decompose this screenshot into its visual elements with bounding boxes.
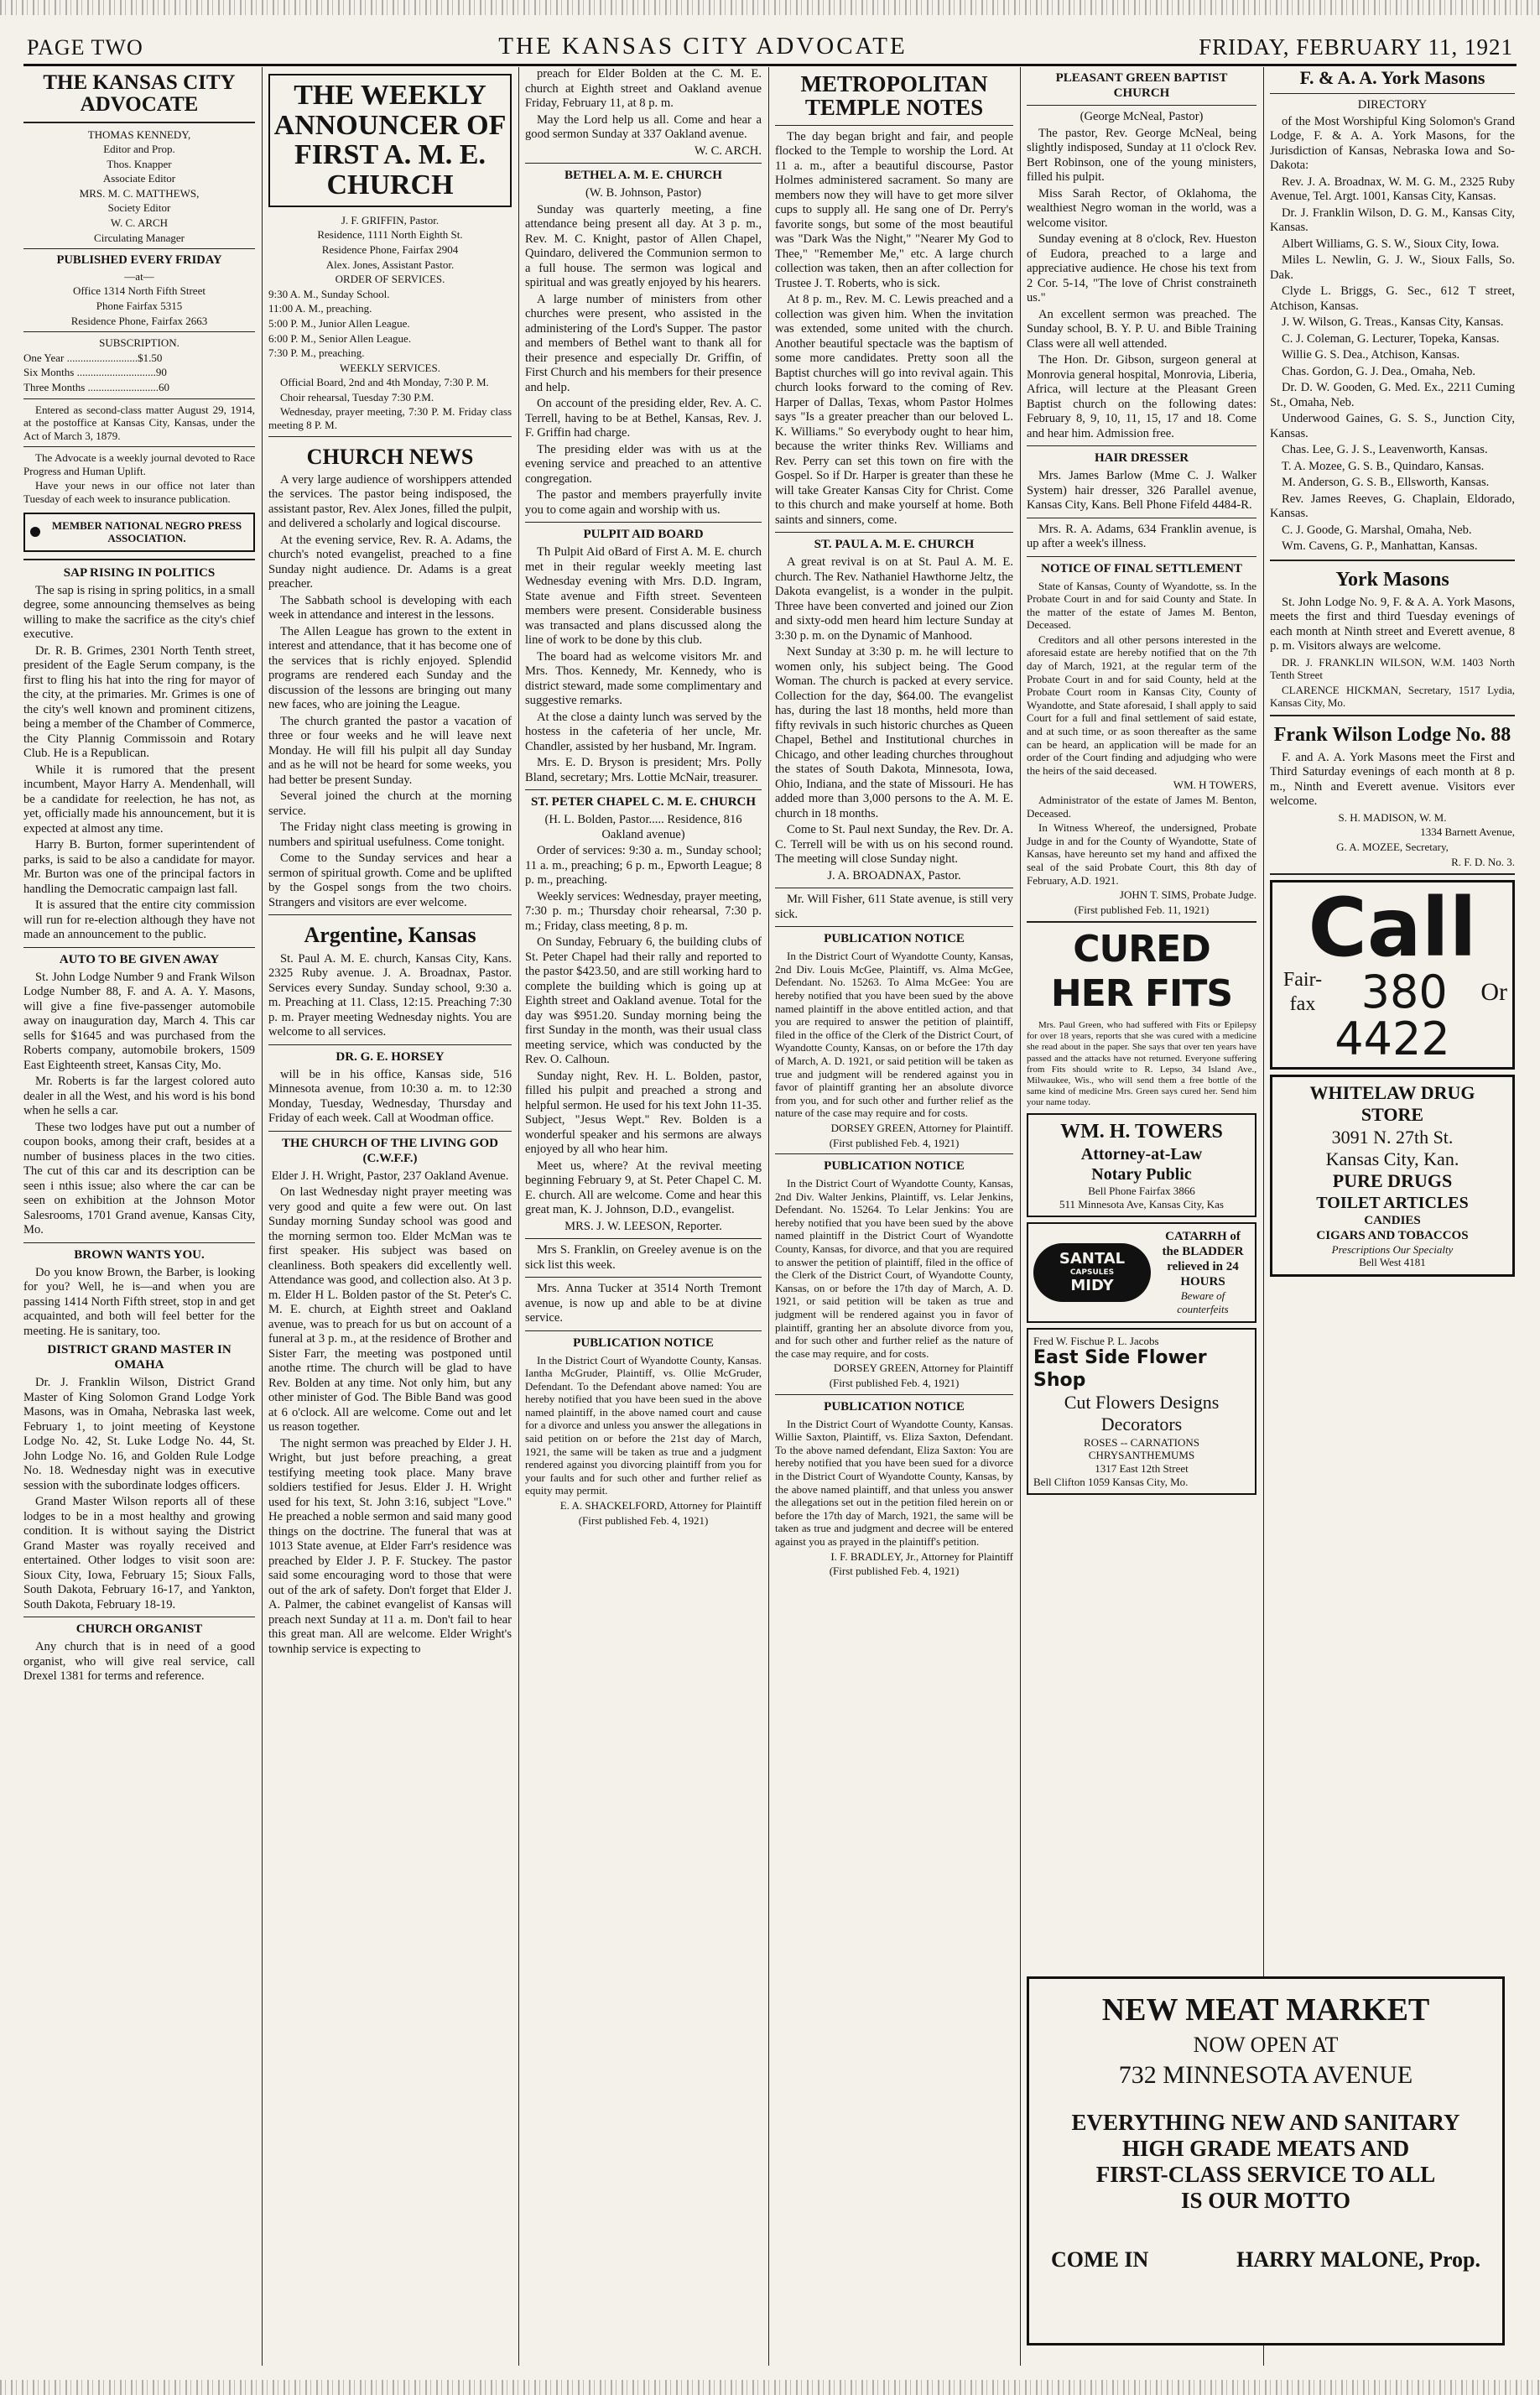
paragraph: The day began bright and fair, and people flocked to the Temple to worship the Lord. At 11 a. m., after a beautiful discourse, Pastor Holmes administered sacrament. So many are members now they will have to get more silver cups to supply all. He sang one of Dr. Perry's favorite songs, but some of the most beautiful was "Dark Was the Night," "Nearer My God to Thee," "Remember Me," etc. A large church collection was taken, then an after collection for Trustee J. T. Roberts, who is sick. — [775, 129, 1013, 290]
paragraph: The pastor and members prayerfully invite you to come again and worship with us. — [525, 488, 762, 517]
article-title: SAP RISING IN POLITICS — [63, 565, 216, 580]
notice-title: PUBLICATION NOTICE — [573, 1335, 714, 1350]
column-rule — [768, 67, 769, 2366]
directory-entry: Clyde L. Briggs, G. Sec., 612 T street, Atchison, Kansas. — [1270, 284, 1515, 313]
notice-body: In the District Court of Wyandotte County, Kansas, 2nd Div. Louis McGee, Plaintiff, vs. Alma McGee, Defendant. No. 15263. To Alma McGee: You are hereby notified that you have been sued by the above named plaintiff in the above entitled action, and that you are required to answer the petition of plaintiff, filed in the office of the Clerk of the District Court, of Wyandotte County, Kansas, on or before the 17th day of March, A. D. 1921, or said petition will be taken as true and judgment will be rendered against you in favor of plaintiff granting her an absolute divorce from you, and for such other and further relief as the nature of the case may require and for costs. — [775, 950, 1013, 1120]
news-deadline: Have your news in our office not later than Tuesday of each week to insurance publication. — [23, 479, 255, 506]
page-number: PAGE TWO — [27, 35, 143, 60]
paragraph: Next Sunday at 3:30 p. m. he will lecture to women only, his subject being. The Good Woman. The church is packed at every service. Collection for the day, $64.00. The evangelist has, during the last 18 months, held more than fifty revivals in such historic churches as Queen Chapel, Bethel and Institutional churches in Chicago, and other leading churches throughout the states of South Dakota, Minnesota, Iowa, Ohio, Indiana, and the state of Missouri. He has added more than 3,000 persons to the A. M. E. church in 18 months. — [775, 645, 1013, 820]
header-line: ORDER OF SERVICES. — [335, 273, 445, 286]
paragraph: Sunday night, Rev. H. L. Bolden, pastor, filled his pulpit and preached a strong and helpful sermon. He used for his text John 11-35. Subject, "Jesus Wept." Rev. Bolden is a wonderful speaker and his sermons are always enjoyed by all who hear him. — [525, 1069, 762, 1156]
paragraph: Order of services: 9:30 a. m., Sunday school; 11 a. m., preaching; 6 p. m., Epworth League; 8 p. m., preaching. — [525, 844, 762, 887]
meat-line: FIRST-CLASS SERVICE TO ALL — [1095, 2162, 1436, 2187]
staff-line: MRS. M. C. MATTHEWS, — [79, 186, 200, 200]
paragraph: Do you know Brown, the Barber, is looking for you? Well, he is—and when you are passing 1414 North Fifth street, stop in and get acquainted, and both will feel better for the meeting. He is sanitary, too. — [23, 1265, 255, 1338]
section-title: York Masons — [1335, 568, 1449, 591]
call-ad — [1270, 880, 1515, 1070]
directory-entry: T. A. Mozee, G. S. B., Quindaro, Kansas. — [1282, 459, 1485, 473]
article-subtitle: (W. B. Johnson, Pastor) — [585, 186, 702, 200]
divider — [775, 926, 1013, 927]
notice-signature: WM. H TOWERS, — [1173, 778, 1256, 792]
divider — [525, 1330, 762, 1331]
announcer-title: THE WEEKLY ANNOUNCER OF FIRST A. M. E. CHURCH — [273, 80, 507, 201]
call-exchange: Fair-fax — [1282, 969, 1323, 1016]
notice-published: (First published Feb. 4, 1921) — [829, 1565, 960, 1578]
paragraph: May the Lord help us all. Come and hear a good sermon Sunday at 337 Oakland avenue. — [525, 112, 762, 141]
signature: S. H. MADISON, W. M. — [1338, 810, 1447, 824]
notice-body: In the District Court of Wyandotte County, Kansas. Willie Saxton, Plaintiff, vs. Eliza Saxton, Defendant. To the above named defendant, Eliza Saxton: You are hereby notified that you have been sued for a divorce in the District Court of Wyandotte County, Kansas, by the above named plaintiff, and that unless you answer the allegations set out in the petition filed herein on or before the 17th day of March, 1921, the same will be taken as true and judgment and decree will be entered against you as prayed in the plaintiff's petition. — [775, 1417, 1013, 1548]
notice-body: Administrator of the estate of James M. Benton, Deceased. — [1027, 794, 1256, 820]
signature: J. A. BROADNAX, Pastor. — [827, 868, 961, 883]
column-rule — [1020, 67, 1021, 2366]
paragraph: Miss Sarah Rector, of Oklahoma, the wealthiest Negro woman in the world, was a welcome visitor. — [1027, 186, 1256, 230]
staff-line: Associate Editor — [102, 172, 176, 185]
notice-body: State of Kansas, County of Wyandotte, ss. In the Probate Court in and for said County and State. In the matter of the estate of James M. Benton, Deceased. — [1027, 579, 1256, 632]
drug-line: TOILET ARTICLES — [1316, 1193, 1469, 1212]
santal-text: CATARRH of the BLADDER relieved in 24 HOURS — [1162, 1230, 1244, 1289]
divider — [268, 1131, 512, 1132]
directory-entry: Underwood Gaines, G. S. S., Junction City, Kansas. — [1270, 412, 1515, 440]
column-2 — [268, 67, 512, 2366]
call-or: Or — [1480, 978, 1507, 1007]
directory-entry: Wm. Cavens, G. P., Manhattan, Kansas. — [1282, 539, 1478, 554]
issue-date: FRIDAY, FEBRUARY 11, 1921 — [1199, 34, 1513, 60]
meat-line: EVERYTHING NEW AND SANITARY — [1071, 2110, 1460, 2135]
paragraph: Come to St. Paul next Sunday, the Rev. Dr. A. C. Terrell will be with us on his second round. The meeting will close Sunday night. — [775, 823, 1013, 867]
header-line: Residence, 1111 North Eighth St. — [317, 228, 463, 242]
column-1 — [23, 67, 255, 2366]
office-phone: Phone Fairfax 5315 — [96, 299, 183, 312]
divider — [525, 1277, 762, 1278]
flower-line: Cut Flowers Designs — [1064, 1391, 1220, 1413]
entered-notice: Entered as second-class matter August 29, 1914, at the postoffice at Kansas City, Kansas, under the Act of March 3, 1879. — [23, 403, 255, 442]
flower-shop-ad — [1027, 1328, 1256, 1496]
directory-entry: Dr. J. Franklin Wilson, D. G. M., Kansas City, Kansas. — [1270, 206, 1515, 235]
divider — [23, 331, 255, 332]
section-title: CHURCH NEWS — [306, 444, 474, 469]
paragraph: Mr. Roberts is far the largest colored auto dealer in all the West, and his word is his bond when he sells a car. — [23, 1075, 255, 1118]
paragraph: The pastor, Rev. George McNeal, being slightly indisposed, Sunday at 11 o'clock Rev. Bert Robinson, one of the young ministers, filled his pulpit. — [1027, 126, 1256, 184]
paragraph: The board had as welcome visitors Mr. and Mrs. Thos. Kennedy, Mr. Kennedy, who is district steward, made some complimentary and suggestive remarks. — [525, 649, 762, 707]
paragraph: Th Pulpit Aid oBard of First A. M. E. church met in their regular weekly meeting last Wednesday evening with Mrs. D.D. Ingram, State avenue and Fifth street. Seventeen members were present. Considerable business was transacted and plans discussed along the line of work to be done by this club. — [525, 545, 762, 647]
paragraph: F. and A. A. York Masons meet the First and Third Saturday evenings of each month at 8 p. m., Ninth and Everett avenue. Visitors ever welcome. — [1270, 750, 1515, 809]
header-line: 5:00 P. M., Junior Allen League. — [268, 316, 410, 330]
paragraph: Meet us, where? At the revival meeting beginning February 9, at St. Peter Chapel C. M. E. church. All are welcome. Come and hear this great man, K. J. Johnson, D.D., evangelist. — [525, 1158, 762, 1216]
bullet-icon — [30, 527, 40, 537]
staff-line: THOMAS KENNEDY, — [87, 128, 191, 141]
article-title: BROWN WANTS YOU. — [74, 1247, 205, 1262]
subscription-row: Three Months ..........................60 — [23, 380, 170, 393]
paragraph: At the evening service, Rev. R. A. Adams, the church's noted evangelist, preached to a fine Sunday night audience. Dr. Adams is a great preacher. — [268, 533, 512, 591]
section-title: Frank Wilson Lodge No. 88 — [1273, 724, 1511, 747]
meat-market-ad — [1027, 1976, 1505, 2346]
divider — [23, 559, 255, 560]
call-word: Call — [1308, 881, 1477, 976]
column-4 — [775, 67, 1013, 2366]
meat-address: 732 MINNESOTA AVENUE — [1118, 2061, 1413, 2089]
notice-body: In the District Court of Wyandotte County, Kansas, 2nd Div. Walter Jenkins, Plaintiff, vs. Lelar Jenkins, Defendant. No. 15264. To Lelar Jenkins: You are hereby notified that you have been sued by the above named plaintiff in the District Court of Wyandotte County, Kansas, for divorce, and that you are required to answer the petition of plaintiff, filed in the office of the Clerk of the District Court, of Wyandotte County, Kansas, on or before the 17th day of March, A. D. 1921, or said petition will be taken as true and judgment will be rendered against you in favor of plaintiff, granting her an absolute divorce from you, and for such other and further relief as the nature of the case may require, and for costs. — [775, 1177, 1013, 1360]
drug-city: Kansas City, Kan. — [1325, 1148, 1459, 1169]
divider — [775, 1394, 1013, 1395]
directory-entry: Rev. James Reeves, G. Chaplain, Eldorado, Kansas. — [1270, 492, 1515, 521]
staff-line: Thos. Knapper — [107, 157, 172, 170]
directory-intro: of the Most Worshipful King Solomon's Grand Lodge, F. & A. A. York Masons, for the Jurisdiction of Kansas, Nebraska Iowa and So-Dakota: — [1270, 114, 1515, 173]
paragraph: Grand Master Wilson reports all of these lodges to be in a most healthy and growing condition. It is without saying the District Grand Master was royally received and entertained. Other lodges to visit soon are: Sioux City, Iowa, February 15; Sioux Falls, South Dakota, February 16-17, and Yankton, South Dakota, February 18-19. — [23, 1495, 255, 1611]
paragraph: The presiding elder was with us at the evening service and preached to an attentive congregation. — [525, 442, 762, 486]
flower-line: Decorators — [1100, 1414, 1183, 1435]
article-title: AUTO TO BE GIVEN AWAY — [59, 952, 220, 966]
divider — [1270, 560, 1515, 561]
notice-title: NOTICE OF FINAL SETTLEMENT — [1041, 561, 1242, 575]
cured-ad-text: Mrs. Paul Green, who had suffered with Fits or Epilepsy for over 18 years, reports that she was cured with a medicine she read about in the paper. She says that over ten years have passed and the attacks have not returned. Everyone suffering from Fits should write to R. Lepso, 34 Island Ave., Milwaukee, Wis., who will send them a free bottle of the same kind of medicine Mrs. Green says cured her. Send him your name today. — [1027, 1019, 1256, 1108]
notice-body: Creditors and all other persons interested in the aforesaid estate are hereby notified that on the 7th day of March, 1921, at the regular term of the Probate Court in and for said County, held at the Probate Court room in Kansas City, County of Wyandotte, and State aforesaid, I shall apply to said Court for a full and final settlement of said estate, and at such time, or as soon thereafter as the same can be heard, an application will be made for an order of the Court finding and adjudging who were the heirs of the said deceased. — [1027, 633, 1256, 777]
towers-name: WM. H. TOWERS — [1060, 1121, 1223, 1143]
divider — [1027, 105, 1256, 106]
divider — [1027, 445, 1256, 446]
paragraph: Mrs S. Franklin, on Greeley avenue is on the sick list this week. — [525, 1243, 762, 1272]
notice-signature: E. A. SHACKELFORD, Attorney for Plaintiff — [559, 1499, 762, 1512]
paragraph: While it is rumored that the present incumbent, Mayor Harry A. Mendenhall, will be a candidate for reelection, he has not, as yet, officially made his announcement, but it is expected at almost any time. — [23, 763, 255, 836]
drug-line: Prescriptions Our Specialty — [1331, 1242, 1454, 1256]
notice-signature: I. F. BRADLEY, Jr., Attorney for Plaintiff — [830, 1549, 1013, 1563]
paragraph: Weekly services: Wednesday, prayer meeting, 7:30 p. m.; Thursday choir rehearsal, 7:30 p. m.; Friday, class meeting, 8 p. m. — [525, 889, 762, 933]
flower-line: CHRYSANTHEMUMS — [1088, 1449, 1195, 1462]
paragraph: Dr. J. Franklin Wilson, District Grand Master of King Solomon Grand Lodge York Masons, was in Omaha, Nebraska last week, February 1, to joint meeting of Keystone Lodge No. 42, St. Luke Lodge No. 44, St. John Lodge No. 16, and Golden Rule Lodge No. 18. Wednesday night was in executive session with the subordinate lodges officers. — [23, 1376, 255, 1492]
divider — [23, 1242, 255, 1243]
paragraph: An excellent sermon was preached. The Sunday school, B. Y. P. U. and Bible Training Class were all well attended. — [1027, 307, 1256, 351]
towers-address: 511 Minnesota Ave, Kansas City, Kas — [1059, 1197, 1224, 1211]
meat-proprietor: HARRY MALONE, Prop. — [1236, 2247, 1480, 2272]
office-address: Office 1314 North Fifth Street — [73, 284, 206, 298]
call-number: 380 — [1361, 966, 1448, 1019]
drug-title: WHITELAW DRUG STORE — [1309, 1081, 1475, 1126]
drug-address: 3091 N. 27th St. — [1331, 1126, 1454, 1148]
divider — [268, 1044, 512, 1045]
staff-line: Circulating Manager — [94, 231, 185, 244]
article-subtitle: (H. L. Bolden, Pastor..... Residence, 816 Oakland avenue) — [544, 813, 742, 841]
paragraph: St. John Lodge Number 9 and Frank Wilson Lodge Number 88, F. and A. A. Y. Masons, will give a fine five-passenger automobile away on inauguration day, March 4. This car sells for $1645 and was purchased from the Roberts company, automobile brokers, 1509 East Eighteenth street, Kansas City, Mo. — [23, 970, 255, 1072]
article-title: DISTRICT GRAND MASTER IN OMAHA — [47, 1343, 232, 1372]
flower-line: ROSES -- CARNATIONS — [1084, 1435, 1199, 1449]
flower-phone: Bell Clifton 1059 Kansas City, Mo. — [1033, 1475, 1189, 1488]
signature: MRS. J. W. LEESON, Reporter. — [564, 1219, 722, 1233]
divider — [775, 1153, 1013, 1154]
header-line: Official Board, 2nd and 4th Monday, 7:30 P. M. — [280, 376, 489, 389]
directory-entry: Miles L. Newlin, G. J. W., Sioux Falls, So. Dak. — [1270, 253, 1515, 282]
article-subtitle: Elder J. H. Wright, Pastor, 237 Oakland Avenue. — [271, 1169, 509, 1183]
divider — [525, 163, 762, 164]
header-line: Alex. Jones, Assistant Pastor. — [325, 258, 455, 271]
cured-ad-title: CURED HER FITS — [1050, 928, 1233, 1016]
newspaper-page — [23, 18, 1517, 2367]
header-line: WEEKLY SERVICES. — [340, 361, 440, 374]
article-title: PULPIT AID BOARD — [583, 528, 704, 541]
paragraph: The Allen League has grown to the extent in interest and attendance, that it has become one of the services that is richly enjoyed. Splendid programs are rendered each Sunday and the discussion of the lessons are bringing out many new faces, who are joining the League. — [268, 624, 512, 712]
meat-line: IS OUR MOTTO — [1180, 2188, 1351, 2213]
divider — [1270, 873, 1515, 875]
header-line: Choir rehearsal, Tuesday 7:30 P.M. — [280, 390, 434, 404]
paragraph: Come to the Sunday services and hear a sermon of spiritual growth. Come and be uplifted by the Gospel songs from the two choirs. Strangers and visitors are ever welcome. — [268, 851, 512, 909]
notice-published: (First published Feb. 4, 1921) — [578, 1513, 709, 1527]
paper-name: THE KANSAS CITY ADVOCATE — [498, 33, 908, 60]
divider — [1027, 921, 1256, 923]
paragraph: The sap is rising in spring politics, in a small degree, some announcing themselves as being willing to make the sacrifice as the city's chief executive. — [23, 583, 255, 642]
paragraph: A very large audience of worshippers attended the services. The pastor being indisposed, the assistant pastor, Rev. Alex Jones, filled the pulpit, and delivered a scholarly and logical discourse. — [268, 472, 512, 531]
article-title: CHURCH ORGANIST — [75, 1622, 203, 1637]
directory-entry: Willie G. S. Dea., Atchison, Kansas. — [1282, 348, 1460, 362]
towers-phone: Bell Phone Fairfax 3866 — [1088, 1184, 1195, 1198]
header-line: Residence Phone, Fairfax 2904 — [321, 242, 459, 256]
signature: R. F. D. No. 3. — [1451, 855, 1515, 868]
paragraph: Dr. R. B. Grimes, 2301 North Tenth street, president of the Eagle Serum company, is the first to fling his hat into the ring for mayor of the city, at the primaries. Mr. Grimes is one of the city's well known and prominent citizens, being a member of the Chamber of Commerce, the City Plannig Commissoin and Rotary Club. He is a Republican. — [23, 643, 255, 761]
advocate-mission: The Advocate is a weekly journal devoted to Race Progress and Human Uplift. — [23, 451, 255, 477]
paragraph: Mrs. E. D. Bryson is president; Mrs. Polly Bland, secretary; Mrs. Lottie McNair, treasurer. — [525, 756, 762, 784]
flower-address: 1317 East 12th Street — [1095, 1461, 1189, 1475]
signature: G. A. MOZEE, Secretary, — [1336, 841, 1449, 854]
paragraph: St. Paul A. M. E. church, Kansas City, Kans. 2325 Ruby avenue. J. A. Broadnax, Pastor. Services every Sunday. Sunday school, 9:30 a. m. Preaching at 11. Class, 12:15. Preaching 7:30 p. m. Prayer meeting Wednesday nights. You are welcome to all services. — [268, 951, 512, 1039]
santal-beware: Beware of counterfeits — [1177, 1289, 1229, 1316]
divider — [1027, 556, 1256, 557]
header-line: J. F. GRIFFIN, Pastor. — [341, 213, 440, 226]
member-text: MEMBER NATIONAL NEGRO PRESS ASSOCIATION. — [51, 518, 242, 545]
paragraph: At 8 p. m., Rev. M. C. Lewis preached and a collection was given him. When the invitation was extended, some united with the church. Another beautiful spectacle was the baptism of some more candidates. Pretty soon all the Baptist churches will go into revival again. This church looks forward to the coming of Rev. Harper of Dallas, Texas, whom Pastor Holmes says "Is a greater preacher than our beloved L. K. Williams." So everybody ought to hear him, because the writer thinks Rev. Williams and Rev. Perry can set this town on fire with the Gospel. So if Dr. Harper is greater than these he will take Greater Kansas City for Christ. Come to this church and make yourself at home. Both saints and sinners, come. — [775, 293, 1013, 527]
paragraph: Sunday was quarterly meeting, a fine attendance being present all day. At 3 p. m., Rev. M. C. Knight, pastor of Allen Chapel, Quindaro, delivered the Communion sermon to a full house. The sermon was logical and spiritual and was greatly enjoyed by his hearers. — [525, 202, 762, 289]
divider — [525, 522, 762, 523]
signature: DR. J. FRANKLIN WILSON, W.M. 1403 North Tenth Street — [1270, 655, 1515, 682]
notice-title: PUBLICATION NOTICE — [824, 932, 965, 946]
divider — [268, 436, 512, 437]
towers-title: Attorney-at-Law — [1080, 1145, 1203, 1164]
notice-title: PUBLICATION NOTICE — [824, 1159, 965, 1174]
article-title: DR. G. E. HORSEY — [336, 1049, 445, 1064]
meat-open: NOW OPEN AT — [1193, 2033, 1339, 2057]
notice-published: (First published Feb. 11, 1921) — [1074, 903, 1210, 916]
meat-come-in: COME IN — [1051, 2247, 1149, 2272]
signature: CLARENCE HICKMAN, Secretary, 1517 Lydia, Kansas City, Mo. — [1270, 683, 1515, 710]
signature: W. C. ARCH. — [694, 143, 762, 158]
paragraph: Harry B. Burton, former superintendent of parks, is said to be also a candidate for mayor. Mr. Burton was one of the principal factors in handling the Democratic campaign last fall. — [23, 838, 255, 896]
drug-store-ad — [1270, 1075, 1515, 1277]
column-rule — [518, 67, 519, 2366]
drug-line: CIGARS AND TOBACCOS — [1316, 1228, 1469, 1242]
divider — [23, 398, 255, 399]
article-title: THE CHURCH OF THE LIVING GOD (C.W.F.F.) — [282, 1136, 498, 1165]
notice-title: PUBLICATION NOTICE — [824, 1399, 965, 1414]
santal-ad — [1027, 1222, 1256, 1322]
directory-entry: Rev. J. A. Broadnax, W. M. G. M., 2325 Ruby Avenue, Tel. Argt. 1001, Kansas City, Kansas. — [1270, 174, 1515, 204]
notice-published: (First published Feb. 4, 1921) — [829, 1377, 960, 1389]
header-line: 6:00 P. M., Senior Allen League. — [268, 331, 412, 345]
directory-entry: Chas. Gordon, G. J. Dea., Omaha, Neb. — [1282, 364, 1476, 378]
section-title: Argentine, Kansas — [304, 923, 476, 948]
announcer-box — [268, 74, 512, 207]
section-title: F. & A. A. York Masons — [1299, 67, 1485, 88]
drug-line: PURE DRUGS — [1332, 1170, 1453, 1192]
paragraph: On account of the presiding elder, Rev. A. C. Terrell, having to be at Bethel, Kansas, Rev. J. F. Griffin had charge. — [525, 397, 762, 440]
article-title: HAIR DRESSER — [1094, 451, 1189, 465]
paragraph: Mrs. R. A. Adams, 634 Franklin avenue, is up after a week's illness. — [1027, 522, 1256, 550]
call-number: 4422 — [1334, 1012, 1450, 1065]
published-at: —at— — [124, 269, 154, 283]
bottom-edge-texture — [0, 2380, 1540, 2395]
towers-ad — [1027, 1113, 1256, 1217]
santal-brand: SANTAL — [1059, 1250, 1126, 1268]
santal-capsule-icon — [1033, 1243, 1151, 1302]
directory-entry: C. J. Coleman, G. Lecturer, Topeka, Kansas. — [1282, 331, 1500, 346]
divider — [23, 446, 255, 447]
directory-entry: Chas. Lee, G. J. S., Leavenworth, Kansas. — [1282, 443, 1488, 457]
drug-line: CANDIES — [1364, 1213, 1421, 1227]
header-line: 11:00 A. M., preaching. — [268, 302, 372, 315]
article-subtitle: (George McNeal, Pastor) — [1080, 110, 1204, 123]
paragraph: Mrs. Anna Tucker at 3514 North Tremont avenue, is now up and able to be at divine service. — [525, 1282, 762, 1325]
directory-entry: C. J. Goode, G. Marshal, Omaha, Neb. — [1282, 523, 1472, 537]
paragraph: These two lodges have put out a number of coupon books, among their craft, besides at a number of business places in the two cities. The cut of this car and its description can be seen i nthis issue; also where the car can be seen on exhibition at the Johnson Motor Salesrooms, 1701 Grand avenue, Kansas City, Mo. — [23, 1120, 255, 1237]
paragraph: will be in his office, Kansas side, 516 Minnesota avenue, from 10:30 a. m. to 12:30 Monday, Tuesday, Wednesday, Thursday and Friday of each week. Call at Woodman office. — [268, 1067, 512, 1126]
divider — [775, 125, 1013, 126]
notice-published: (First published Feb. 4, 1921) — [829, 1136, 960, 1149]
divider — [268, 914, 512, 915]
published-line: PUBLISHED EVERY FRIDAY — [56, 253, 222, 268]
paragraph: It is assured that the entire city commission will run for re-election although they have not made an announcement to the public. — [23, 898, 255, 942]
masthead — [23, 18, 1517, 66]
subscription-title: SUBSCRIPTION. — [99, 336, 179, 350]
paragraph: Sunday evening at 8 o'clock, Rev. Hueston of Eudora, preached to a large and appreciative audience. He chose his text from 2 Cor. 5-14, "The love of Christ constraineth us." — [1027, 232, 1256, 305]
divider — [23, 122, 255, 123]
paragraph: preach for Elder Bolden at the C. M. E. church at Eighth street and Oakland avenue Friday, February 11, at 8 p. m. — [525, 67, 762, 110]
paragraph: Mr. Will Fisher, 611 State avenue, is still very sick. — [775, 893, 1013, 921]
paragraph: St. John Lodge No. 9, F. & A. A. York Masons, meets the first and third Tuesday evenings of each month at Ninth street and Everett avenue, 8 p. m. Visitors always are welcome. — [1270, 595, 1515, 653]
santal-midy: MIDY — [1070, 1277, 1114, 1295]
article-title: ST. PETER CHAPEL C. M. E. CHURCH — [530, 795, 757, 809]
residence-phone: Residence Phone, Fairfax 2663 — [70, 314, 208, 327]
article-title: PLEASANT GREEN BAPTIST CHURCH — [1055, 71, 1228, 100]
directory-title: DIRECTORY — [1357, 98, 1428, 112]
header-line: Wednesday, prayer meeting, 7:30 P. M. Friday class meeting 8 P. M. — [268, 405, 512, 432]
divider — [23, 947, 255, 948]
top-edge-texture — [0, 0, 1540, 15]
column-rule — [262, 67, 263, 2366]
staff-line: Editor and Prop. — [103, 143, 175, 156]
article-title: ST. PAUL A. M. E. CHURCH — [814, 538, 975, 552]
meat-title: NEW MEAT MARKET — [1101, 1992, 1430, 2028]
staff-line: W. C. ARCH — [110, 216, 169, 230]
paragraph: On last Wednesday night prayer meeting was very good and quite a few were out. On last Sunday morning Sunday school was good and the morning sermon too. Elder McMan was te first speaker. His subject was based on cleanliness. Both speakers did excellently well. Attendance was good, and collection also. At 3 p. m. Elder H L. Bolden pastor of the St. Peter's C. M. E. church, at Eighth street and Oakland avenue, was to preach for us but on account of a funeral at 3 p. m., at the residence of Brother and Sister Farr, the meeting was postponed until anothe rtime. The church will be glad to have Rev. Bolden at any time. Not only him, but any other minister of God. The Bible Band was good at 6 o'clock. All are welcome. Come out and let us reason together. — [268, 1185, 512, 1434]
directory-entry: Dr. D. W. Gooden, G. Med. Ex., 2211 Cuming St., Omaha, Neb. — [1270, 381, 1515, 409]
paragraph: The Sabbath school is developing with each week in attendance and interest in the lessons. — [268, 593, 512, 622]
header-line: 9:30 A. M., Sunday School. — [268, 287, 390, 300]
directory-entry: Albert Williams, G. S. W., Sioux City, Iowa. — [1282, 237, 1500, 251]
notice-body: In Witness Whereof, the undersigned, Probate Judge in and for the County of Wyandotte, State of Kansas, have hereunto set my hand and affixed the seal of the said Probate Court, this 8th day of February, A.D. 1921. — [1027, 821, 1256, 887]
divider — [525, 789, 762, 790]
flower-title: East Side Flower Shop — [1033, 1347, 1207, 1391]
directory-entry: J. W. Wilson, G. Treas., Kansas City, Kansas. — [1282, 315, 1504, 330]
article-title: BETHEL A. M. E. CHURCH — [564, 169, 722, 182]
divider — [23, 248, 255, 249]
paragraph: Several joined the church at the morning service. — [268, 789, 512, 818]
paragraph: The Hon. Dr. Gibson, surgeon general at Monrovia general hospital, Monrovia, Liberia, Africa, will lecture at the Pleasant Green Baptist church on the following dates: February 8, 9, 10, 11, 15, 17 and 18. Come and hear him. Admission free. — [1027, 353, 1256, 440]
towers-title2: Notary Public — [1091, 1165, 1192, 1184]
meat-line: HIGH GRADE MEATS AND — [1121, 2136, 1410, 2161]
paragraph: A large number of ministers from other churches were present, who assisted in the administering of the Lord's Supper. The pastor and members of Bethel want to thank all for their presence and especially Dr. Griffin, of First Church and his members for their presence and help. — [525, 292, 762, 394]
paragraph: Any church that is in need of a good organist, who will give real service, call Drexel 1381 for terms and reference. — [23, 1640, 255, 1684]
press-association-badge — [23, 513, 255, 552]
paragraph: A great revival is on at St. Paul A. M. E. church. The Rev. Nathaniel Hawthorne Jeltz, the Dakota evangelist, is a wonder in the pulpit. Three have been converted and joined our Zion and sixty-odd men heard him lecture Sunday at 3:30 p. m. on the Dynamic of Manhood. — [775, 555, 1013, 643]
header-line: 7:30 P. M., preaching. — [268, 346, 365, 360]
paper-title: THE KANSAS CITY ADVOCATE — [43, 71, 236, 117]
subscription-row: Six Months .............................90 — [23, 366, 167, 379]
paragraph: The night sermon was preached by Elder J. H. Wright, but just before preaching, a great testifying meeting took place. Many brave soldiers testified for Jesus. Elder J. H. Wright used for his text, St. John 3:16, subject "Love." He preached a noble sermon and said many good things on the doctrine. The funeral that was at 1013 State avenue, at Elder Farr's residence was preached by Elder J. P. F. Stuckey. The pastor said some encouraging word to those that were out of the ark of safety. Don't forget that Elder J. A. Palmer, the cabinet evangelist of Kansas will preach next Sunday at 11 a. m. Don't fail to hear this great man. All are welcome. Elder Wright's townhip service is expecting to — [268, 1436, 512, 1656]
divider — [1270, 93, 1515, 94]
section-title: METROPOLITAN TEMPLE NOTES — [800, 71, 988, 121]
paragraph: Mrs. James Barlow (Mme C. J. Walker System) hair dresser, 326 Parallel avenue, Kansas City, Kans. Bell Phone Fifeld 4484-R. — [1027, 469, 1256, 512]
divider — [775, 532, 1013, 533]
paragraph: On Sunday, February 6, the building clubs of St. Peter Chapel had their rally and reported to the pastor $423.50, and are still working hard to complete the building which is going up at Eighth street and Oakland avenue. Total for the day was $951.20. Sunday morning being the first Sunday in the month, was their usual class meeting service, which was conducted by the Rev. O. Calhoun. — [525, 935, 762, 1066]
notice-signature: DORSEY GREEN, Attorney for Plaintiff — [833, 1362, 1013, 1375]
paragraph: The Friday night class meeting is growing in numbers and spiritual usefulness. Come tonight. — [268, 820, 512, 849]
directory-entry: M. Anderson, G. S. B., Ellsworth, Kansas. — [1282, 476, 1490, 490]
signature: 1334 Barnett Avenue, — [1420, 825, 1515, 839]
notice-signature: DORSEY GREEN, Attorney for Plaintiff. — [830, 1121, 1013, 1134]
flower-owners: Fred W. Fischue P. L. Jacobs — [1033, 1334, 1159, 1347]
drug-phone: Bell West 4181 — [1359, 1256, 1426, 1269]
notice-body: In the District Court of Wyandotte County, Kansas. Iantha McGruder, Plaintiff, vs. Ollie McGruder, Defendant. To the Defendant above named: You are hereby notified that you have been sued in the above named plaintiff, in the above named court and cause for a divorce and unless you answer the allegations in said petition on or before the 21st day of March, 1921, the same will be taken as true and a judgment rendered against you divorcing plaintiff from you for your faults and for such other and further relief as equity may permit. — [525, 1353, 762, 1497]
paragraph: The church granted the pastor a vacation of three or four weeks and he will leave next Monday. He will fill his pulpit all day Sunday and as he will not be heard for some weeks, you had better be present Sunday. — [268, 714, 512, 787]
column-3 — [525, 67, 762, 2366]
santal-sub: CAPSULES — [1069, 1268, 1115, 1277]
subscription-row: One Year ..........................$1.50 — [23, 351, 163, 364]
divider — [525, 1238, 762, 1239]
paragraph: At the close a dainty lunch was served by the hostess in the cafeteria of her uncle, Mr. Chandler, assisted by her husband, Mr. Ingram. — [525, 710, 762, 753]
columns — [23, 67, 1517, 2366]
staff-line: Society Editor — [107, 201, 171, 215]
divider — [1270, 715, 1515, 716]
notice-signature: JOHN T. SIMS, Probate Judge. — [1119, 888, 1256, 902]
